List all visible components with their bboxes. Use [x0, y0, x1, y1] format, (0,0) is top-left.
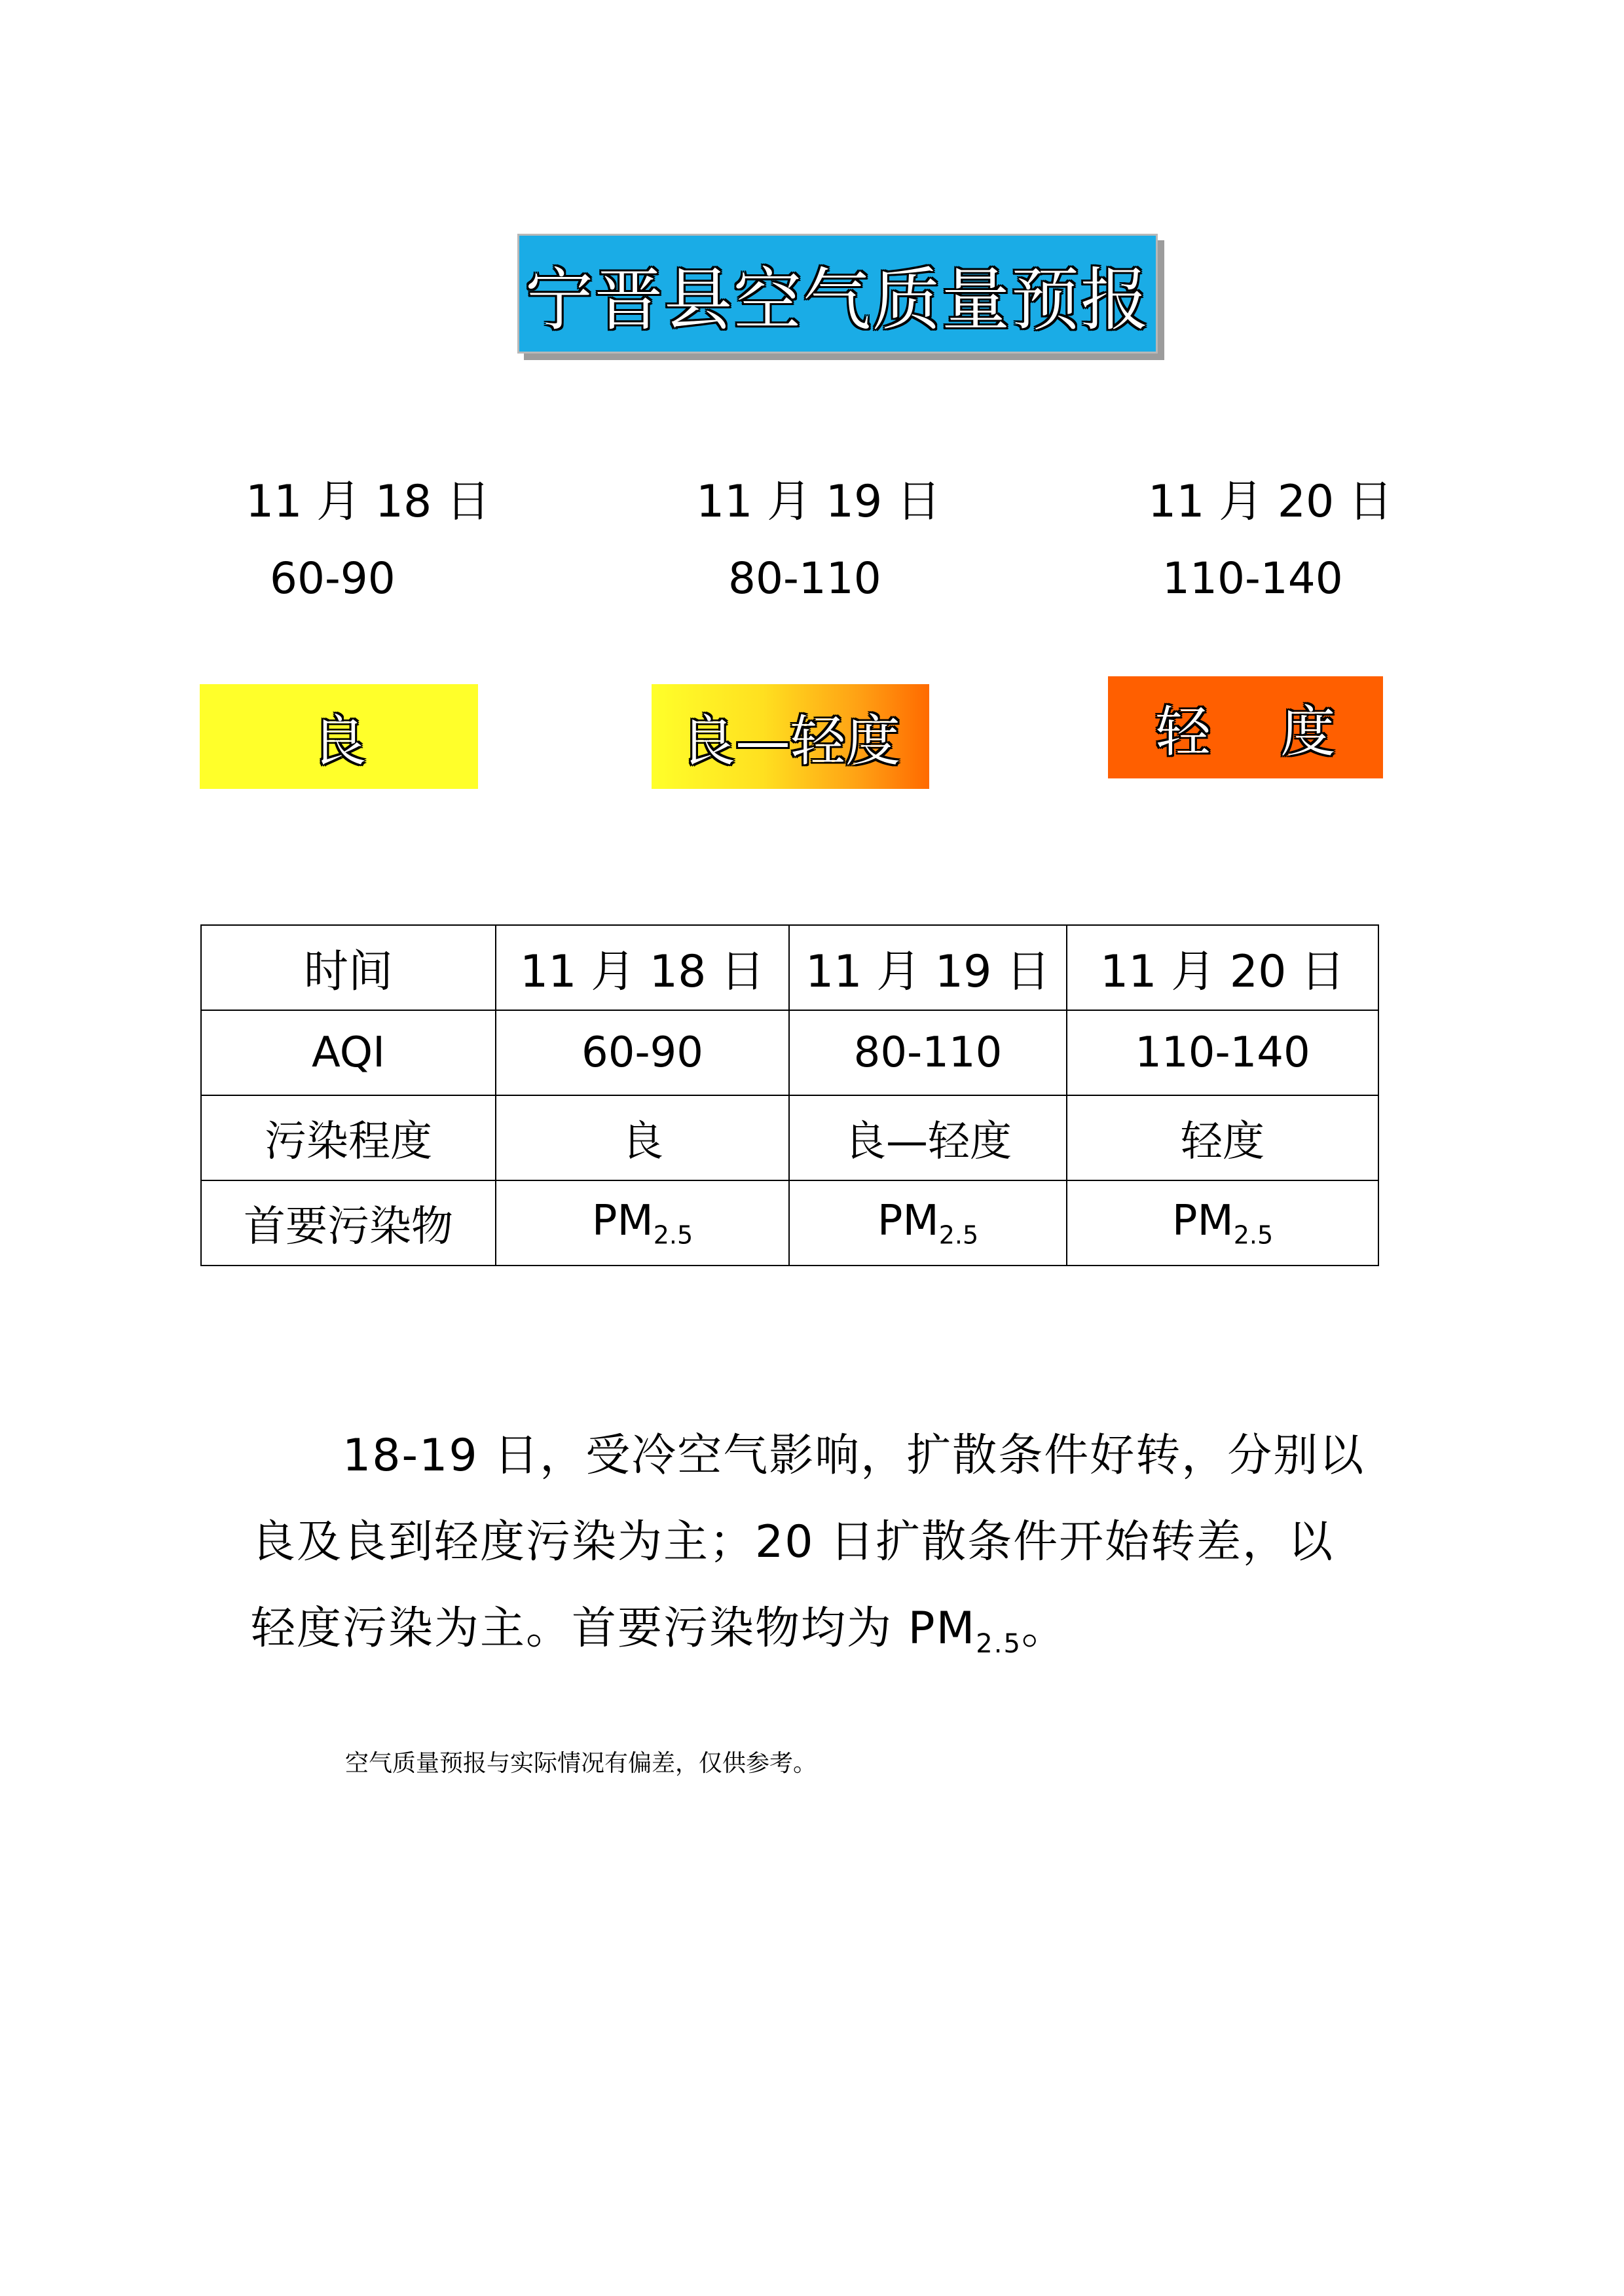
- level-badge-light: [1108, 676, 1383, 778]
- level-badge-good-light: [652, 684, 929, 789]
- day-1-date: 11 月 18 日: [246, 476, 490, 528]
- title-banner: [517, 234, 1158, 354]
- table-header-row: [201, 925, 1378, 1010]
- level-badge-good-light-label: 良—轻度: [680, 708, 900, 773]
- level-badge-good-label: 良: [311, 708, 367, 773]
- table-cell: 110-140: [1067, 1010, 1378, 1095]
- level-badge-light-label: 轻 度: [1155, 699, 1336, 764]
- paragraph-subscript: 2.5: [976, 1629, 1022, 1659]
- paragraph-text: 18-19 日，受冷空气影响，扩散条件好转，分别以良及良到轻度污染为主；20 日扩散条件开始转差，以轻度污染为主。首要污染物均为 PM: [251, 1430, 1365, 1654]
- table-header-cell: 11 月 18 日: [496, 925, 789, 1010]
- table-row-level: [201, 1095, 1378, 1180]
- paragraph-end: 。: [1021, 1603, 1067, 1654]
- table-cell: [789, 1180, 1067, 1266]
- table-cell: 80-110: [789, 1010, 1067, 1095]
- table-row-label: AQI: [201, 1010, 496, 1095]
- table-cell: 60-90: [496, 1010, 789, 1095]
- day-1-aqi: 60-90: [270, 553, 396, 604]
- pollutant-name: PM: [591, 1196, 654, 1245]
- day-3-date: 11 月 20 日: [1148, 476, 1393, 528]
- disclaimer-note: 空气质量预报与实际情况有偏差，仅供参考。: [345, 1750, 817, 1777]
- table-header-cell: 时间: [201, 925, 496, 1010]
- forecast-paragraph: [251, 1413, 1377, 1687]
- level-badge-good: [200, 684, 478, 789]
- forecast-table: [200, 924, 1379, 1266]
- table-cell: [496, 1180, 789, 1266]
- day-3-aqi: 110-140: [1162, 553, 1343, 604]
- pollutant-subscript: 2.5: [1233, 1220, 1274, 1250]
- pollutant-name: PM: [877, 1196, 939, 1245]
- table-header-cell: 11 月 20 日: [1067, 925, 1378, 1010]
- table-row-label: 首要污染物: [201, 1180, 496, 1266]
- table-row-aqi: [201, 1010, 1378, 1095]
- table-row-pollutant: [201, 1180, 1378, 1266]
- table-row-label: 污染程度: [201, 1095, 496, 1180]
- page-title: 宁晋县空气质量预报: [525, 259, 1150, 340]
- table-cell: [1067, 1180, 1378, 1266]
- table-cell: 良—轻度: [789, 1095, 1067, 1180]
- pollutant-subscript: 2.5: [653, 1220, 693, 1250]
- pollutant-subscript: 2.5: [938, 1220, 979, 1250]
- table-cell: 轻度: [1067, 1095, 1378, 1180]
- pollutant-name: PM: [1172, 1196, 1234, 1245]
- day-2-aqi: 80-110: [728, 553, 881, 604]
- table-cell: 良: [496, 1095, 789, 1180]
- day-2-date: 11 月 19 日: [696, 476, 941, 528]
- table-header-cell: 11 月 19 日: [789, 925, 1067, 1010]
